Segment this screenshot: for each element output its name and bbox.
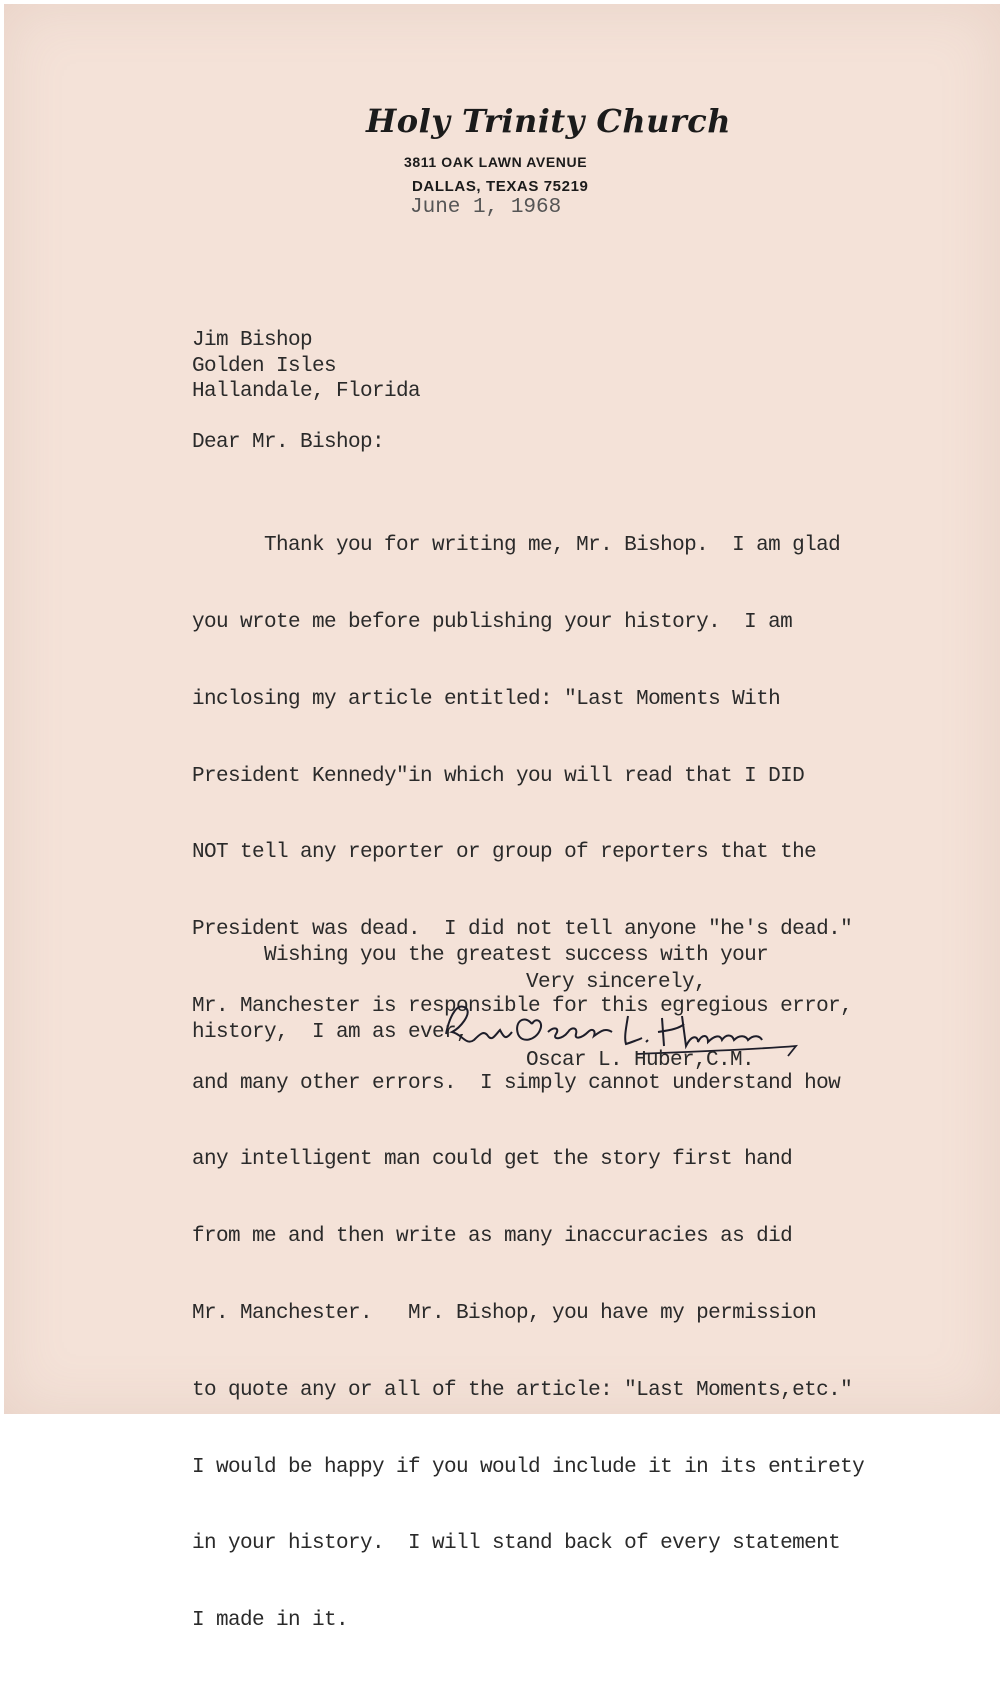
body-line: I would be happy if you would include it in its entirety (192, 1455, 865, 1479)
valediction: Very sincerely, (526, 971, 707, 994)
letterhead-city: DALLAS, TEXAS 75219 (412, 178, 589, 195)
recipient-address-line: Golden Isles (192, 354, 337, 378)
body-line: President Kennedy"in which you will read that I DID (192, 764, 805, 788)
body-line: any intelligent man could get the story first hand (192, 1148, 793, 1172)
body-line: and many other errors. I simply cannot understand how (192, 1071, 841, 1095)
body-line: inclosing my article entitled: "Last Moments With (192, 687, 781, 711)
body-line: in your history. I will stand back of every statement (192, 1532, 841, 1556)
recipient-address-line: Hallandale, Florida (192, 380, 421, 404)
signer-name: Oscar L. Huber,C.M. (526, 1049, 755, 1072)
recipient-block (192, 328, 420, 405)
body-line: I made in it. (192, 1609, 349, 1633)
letterhead-church-name: Holy Trinity Church (366, 102, 732, 140)
body-line: NOT tell any reporter or group of reporters that the (192, 841, 817, 865)
letter-page (4, 4, 1000, 1633)
body-line: you wrote me before publishing your history. I am (192, 610, 793, 634)
body-line: from me and then write as many inaccuracies as did (192, 1225, 793, 1249)
body-line: Mr. Manchester is responsible for this egregious error, (192, 994, 853, 1018)
letterhead-street: 3811 OAK LAWN AVENUE (404, 154, 588, 170)
body-line: Thank you for writing me, Mr. Bishop. I am glad (192, 534, 841, 558)
closing-line: history, I am as ever, (192, 1020, 469, 1044)
recipient-name: Jim Bishop (192, 329, 313, 352)
body-line: to quote any or all of the article: "Last Moments,etc." (192, 1378, 853, 1402)
body-line: Mr. Manchester. Mr. Bishop, you have my permission (192, 1302, 817, 1325)
letter-date: June 1, 1968 (410, 196, 562, 219)
body-line: President was dead. I did not tell anyone "he's dead." (192, 918, 853, 942)
salutation: Dear Mr. Bishop: (192, 431, 385, 454)
closing-line: Wishing you the greatest success with your (192, 944, 769, 968)
